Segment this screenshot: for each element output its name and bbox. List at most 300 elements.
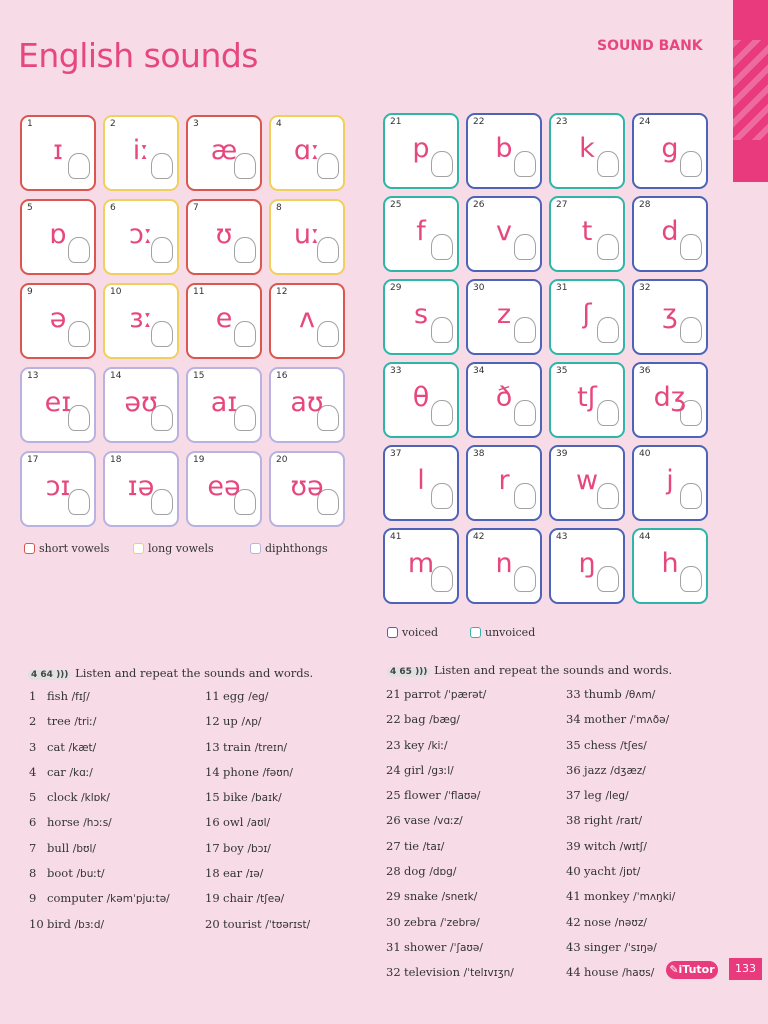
word-number: 16 [205, 815, 220, 830]
word-number: 36 [566, 762, 581, 777]
word-text: car [47, 764, 70, 779]
speaker-icon: ))) [415, 667, 428, 677]
word-ipa: /bæg/ [429, 714, 460, 727]
phoneme-symbol: ʃ [582, 299, 592, 330]
word-text: shower [404, 939, 451, 954]
sound-tile[interactable] [549, 528, 625, 604]
tile-number: 33 [390, 366, 402, 376]
word-text: boy [223, 840, 248, 855]
sound-tile[interactable] [383, 528, 459, 604]
tile-number: 39 [556, 449, 568, 459]
tile-number: 10 [110, 287, 122, 297]
word-text: ear [223, 866, 246, 881]
word-ipa: /kəmˈpjuːtə/ [106, 893, 170, 906]
sound-tile[interactable] [549, 196, 625, 272]
word-text: snake [404, 889, 442, 904]
sound-tile[interactable] [549, 362, 625, 438]
phoneme-symbol: j [666, 465, 674, 496]
word-item [566, 707, 675, 732]
word-list-col3 [386, 682, 514, 986]
word-item [386, 758, 514, 783]
sound-tile[interactable] [549, 113, 625, 189]
phoneme-symbol: ɔɪ [45, 471, 71, 502]
vowel-instruction [28, 666, 313, 680]
phoneme-symbol: ɔː [129, 219, 153, 250]
word-ipa: /ˈpærət/ [444, 689, 487, 701]
sound-tile[interactable] [186, 199, 262, 275]
word-number: 23 [386, 737, 401, 752]
page-title: English sounds [18, 36, 259, 75]
sound-tile[interactable] [466, 528, 542, 604]
word-item [566, 783, 675, 808]
word-item [205, 709, 310, 734]
sound-tile[interactable] [186, 115, 262, 191]
tile-number: 16 [276, 371, 288, 381]
tile-number: 29 [390, 283, 402, 293]
word-ipa: /ˈflaʊə/ [444, 790, 481, 803]
word-number: 42 [566, 914, 581, 929]
word-text: right [584, 813, 617, 828]
tile-number: 8 [276, 203, 282, 213]
word-number: 2 [29, 714, 37, 729]
legend-long [133, 542, 214, 555]
word-number: 14 [205, 764, 220, 779]
pencil-icon: ✎ [669, 963, 679, 976]
tile-number: 23 [556, 117, 568, 127]
sound-tile[interactable] [269, 283, 345, 359]
tile-number: 3 [193, 119, 199, 129]
phoneme-symbol: e [215, 303, 233, 334]
word-text: egg [223, 689, 249, 703]
tile-number: 22 [473, 117, 485, 127]
legend-unvoiced-label: unvoiced [485, 626, 536, 639]
word-number: 28 [386, 864, 401, 879]
tile-number: 6 [110, 203, 116, 213]
sound-tile[interactable] [632, 196, 708, 272]
phoneme-symbol: h [661, 548, 679, 579]
legend-voiced [387, 626, 438, 639]
word-item [29, 760, 170, 785]
sound-tile[interactable] [269, 115, 345, 191]
phoneme-symbol: z [496, 299, 512, 330]
word-ipa: /tʃes/ [620, 739, 647, 752]
word-item [386, 707, 514, 732]
tile-number: 9 [27, 287, 33, 297]
sound-tile[interactable] [549, 445, 625, 521]
word-item [205, 735, 310, 760]
sound-tile[interactable] [186, 367, 262, 443]
word-text: witch [584, 838, 620, 853]
sound-tile[interactable] [269, 367, 345, 443]
tile-number: 1 [27, 119, 33, 129]
word-ipa: /kiː/ [427, 739, 448, 752]
phoneme-symbol: aʊ [290, 387, 324, 418]
page-number: 133 [729, 958, 762, 980]
word-list-col4 [566, 682, 675, 986]
phoneme-symbol: m [407, 548, 435, 579]
legend-short [24, 542, 109, 555]
word-text: parrot [404, 687, 445, 701]
word-ipa: /jɒt/ [619, 866, 641, 879]
word-number: 7 [29, 840, 37, 855]
sound-tile[interactable] [549, 279, 625, 355]
word-number: 39 [566, 838, 581, 853]
track-number: 4 65 [390, 667, 412, 677]
phoneme-symbol: ŋ [578, 548, 596, 579]
word-text: house [584, 965, 623, 980]
sound-tile[interactable] [186, 451, 262, 527]
phoneme-symbol: ʒ [662, 299, 678, 330]
word-number: 30 [386, 914, 401, 929]
instruction-text: Listen and repeat the sounds and words. [75, 666, 314, 680]
phoneme-symbol: t [581, 216, 593, 247]
word-text: singer [584, 939, 625, 954]
word-item [205, 760, 310, 785]
phoneme-symbol: aɪ [210, 387, 238, 418]
phoneme-symbol: ɪ [52, 135, 64, 166]
word-ipa: /leg/ [605, 790, 629, 803]
word-item [205, 684, 310, 709]
word-number: 11 [205, 689, 220, 703]
word-item [29, 735, 170, 760]
word-number: 38 [566, 813, 581, 828]
word-number: 17 [205, 840, 220, 855]
word-number: 5 [29, 790, 37, 805]
word-text: mother [584, 712, 630, 727]
phoneme-symbol: ʊə [290, 471, 324, 502]
word-item [566, 910, 675, 935]
tile-number: 44 [639, 532, 651, 542]
word-number: 43 [566, 939, 581, 954]
word-item [566, 935, 675, 960]
tile-number: 18 [110, 455, 122, 465]
word-number: 12 [205, 714, 220, 729]
word-item [566, 884, 675, 909]
word-number: 8 [29, 866, 37, 881]
word-ipa: /hɔːs/ [83, 817, 112, 830]
phoneme-symbol: k [579, 133, 595, 164]
word-item [566, 960, 675, 985]
sound-tile[interactable] [466, 279, 542, 355]
tile-number: 43 [556, 532, 568, 542]
sound-tile[interactable] [632, 445, 708, 521]
phoneme-symbol: eə [207, 471, 241, 502]
sound-tile[interactable] [269, 451, 345, 527]
word-text: tourist [223, 916, 266, 931]
sound-tile[interactable] [383, 362, 459, 438]
sound-tile[interactable] [103, 199, 179, 275]
word-ipa: /haʊs/ [622, 967, 655, 980]
word-number: 35 [566, 737, 581, 752]
sound-tile[interactable] [466, 113, 542, 189]
tile-number: 7 [193, 203, 199, 213]
word-item [29, 810, 170, 835]
word-ipa: /bɔɪ/ [247, 842, 271, 855]
phoneme-symbol: ʌ [299, 303, 315, 334]
word-item [386, 733, 514, 758]
word-ipa: /tʃeə/ [256, 893, 285, 906]
word-text: bull [47, 840, 73, 855]
word-text: nose [584, 914, 615, 929]
word-number: 32 [386, 965, 401, 980]
word-ipa: /baɪk/ [251, 792, 282, 805]
word-text: yacht [584, 864, 620, 879]
word-number: 27 [386, 838, 401, 853]
phoneme-symbol: ɑː [293, 135, 321, 166]
sound-tile[interactable] [269, 199, 345, 275]
word-text: girl [404, 762, 428, 777]
word-number: 13 [205, 739, 220, 754]
consonant-instruction [387, 663, 672, 677]
sound-tile[interactable] [466, 196, 542, 272]
tile-number: 13 [27, 371, 39, 381]
word-number: 21 [386, 687, 401, 701]
legend-voiced-label: voiced [402, 626, 439, 639]
word-ipa: /dɒg/ [429, 866, 457, 879]
audio-track-badge[interactable] [387, 667, 430, 677]
tile-number: 38 [473, 449, 485, 459]
word-item [386, 859, 514, 884]
word-text: chess [584, 737, 621, 752]
phoneme-symbol: θ [412, 382, 430, 413]
word-text: cat [47, 739, 69, 754]
tile-number: 42 [473, 532, 485, 542]
word-number: 1 [29, 689, 37, 703]
word-text: zebra [404, 914, 441, 929]
tile-number: 15 [193, 371, 205, 381]
tile-number: 41 [390, 532, 402, 542]
word-number: 6 [29, 815, 37, 830]
word-text: tie [404, 838, 423, 853]
sound-tile[interactable] [632, 362, 708, 438]
phoneme-symbol: f [416, 216, 426, 247]
word-text: phone [223, 764, 263, 779]
word-ipa: /klɒk/ [81, 792, 110, 805]
word-item [386, 884, 514, 909]
word-number: 24 [386, 762, 401, 777]
word-item [29, 861, 170, 886]
tile-number: 5 [27, 203, 33, 213]
word-ipa: /kæt/ [68, 741, 97, 754]
legend-long-label: long vowels [148, 542, 214, 555]
word-ipa: /ˈtelɪvɪʒn/ [463, 967, 514, 980]
word-number: 34 [566, 712, 581, 727]
word-number: 44 [566, 965, 581, 980]
word-number: 19 [205, 891, 220, 906]
legend-short-label: short vowels [39, 542, 110, 555]
word-text: thumb [584, 687, 626, 701]
tile-number: 36 [639, 366, 651, 376]
word-text: horse [47, 815, 84, 830]
word-ipa: /ˈtʊərɪst/ [265, 918, 311, 931]
tile-number: 34 [473, 366, 485, 376]
sound-tile[interactable] [383, 113, 459, 189]
word-text: dog [404, 864, 430, 879]
phoneme-symbol: ð [495, 382, 513, 413]
word-item [566, 758, 675, 783]
phoneme-symbol: ɪə [127, 471, 155, 502]
word-text: vase [404, 813, 434, 828]
word-ipa: /raɪt/ [616, 815, 643, 828]
word-text: owl [223, 815, 248, 830]
word-item [205, 861, 310, 886]
tile-number: 12 [276, 287, 288, 297]
phoneme-symbol: s [413, 299, 429, 330]
tile-number: 11 [193, 287, 205, 297]
audio-track-badge[interactable] [28, 670, 71, 680]
legend-unvoiced [470, 626, 535, 639]
phoneme-symbol: b [495, 133, 513, 164]
phoneme-symbol: d [661, 216, 679, 247]
sound-tile[interactable] [632, 113, 708, 189]
sound-tile[interactable] [466, 445, 542, 521]
phoneme-symbol: r [498, 465, 510, 496]
sound-tile[interactable] [103, 283, 179, 359]
word-item [386, 935, 514, 960]
word-text: bird [47, 916, 75, 931]
phoneme-symbol: ɜː [129, 303, 153, 334]
sound-tile[interactable] [103, 367, 179, 443]
phoneme-symbol: uː [293, 219, 321, 250]
word-item [566, 808, 675, 833]
word-item [29, 886, 170, 911]
word-text: chair [223, 891, 257, 906]
phoneme-symbol: ə [49, 303, 67, 334]
word-number: 40 [566, 864, 581, 879]
tile-number: 24 [639, 117, 651, 127]
word-text: fish [47, 689, 72, 703]
track-number: 4 64 [31, 670, 53, 680]
word-text: clock [47, 790, 82, 805]
word-text: jazz [584, 762, 611, 777]
word-text: tree [47, 714, 75, 729]
word-number: 4 [29, 764, 37, 779]
phoneme-symbol: æ [210, 135, 238, 166]
word-number: 10 [29, 916, 44, 931]
word-number: 26 [386, 813, 401, 828]
sound-tile[interactable] [383, 279, 459, 355]
word-text: key [404, 737, 428, 752]
word-item [566, 859, 675, 884]
sound-tile[interactable] [20, 367, 96, 443]
word-ipa: /aʊl/ [247, 817, 271, 830]
sound-tile[interactable] [20, 115, 96, 191]
word-item [386, 808, 514, 833]
word-text: flower [404, 788, 445, 803]
word-number: 22 [386, 712, 401, 727]
tile-number: 30 [473, 283, 485, 293]
word-text: television [404, 965, 464, 980]
word-item [386, 834, 514, 859]
tile-number: 26 [473, 200, 485, 210]
word-item [205, 886, 310, 911]
word-ipa: /nəʊz/ [614, 916, 647, 929]
word-number: 20 [205, 916, 220, 931]
word-ipa: /ˈmʌŋki/ [633, 891, 676, 904]
sound-tile[interactable] [383, 445, 459, 521]
word-ipa: /kɑː/ [69, 766, 93, 779]
sound-tile[interactable] [20, 199, 96, 275]
word-ipa: /θʌm/ [625, 689, 656, 701]
word-number: 25 [386, 788, 401, 803]
sound-bank-tab [733, 0, 768, 182]
word-item [29, 912, 170, 937]
word-ipa: /triː/ [74, 716, 97, 729]
word-item [566, 682, 675, 707]
tile-number: 35 [556, 366, 568, 376]
phoneme-symbol: l [417, 465, 425, 496]
phoneme-symbol: g [661, 133, 679, 164]
sound-tile[interactable] [383, 196, 459, 272]
word-ipa: /treɪn/ [254, 741, 288, 754]
tile-number: 37 [390, 449, 402, 459]
word-text: train [223, 739, 255, 754]
word-list-col2 [205, 684, 310, 937]
word-ipa: /dʒæz/ [610, 764, 646, 777]
phoneme-symbol: tʃ [577, 382, 597, 413]
tile-number: 17 [27, 455, 39, 465]
legend-diph-label: diphthongs [265, 542, 328, 555]
word-ipa: /ˈzebrə/ [440, 916, 480, 929]
word-item [386, 783, 514, 808]
phoneme-symbol: eɪ [44, 387, 72, 418]
word-number: 33 [566, 687, 581, 701]
sound-tile[interactable] [20, 283, 96, 359]
word-item [205, 912, 310, 937]
phoneme-symbol: ʊ [215, 219, 233, 250]
tile-number: 28 [639, 200, 651, 210]
word-ipa: /bʊl/ [72, 842, 96, 855]
word-ipa: /bɜːd/ [74, 918, 105, 931]
sound-tile[interactable] [103, 115, 179, 191]
word-ipa: /wɪtʃ/ [619, 840, 647, 853]
word-text: bike [223, 790, 252, 805]
word-ipa: /fɪʃ/ [71, 691, 90, 703]
sound-tile[interactable] [632, 528, 708, 604]
word-item [29, 684, 170, 709]
word-number: 18 [205, 866, 220, 881]
speaker-icon: ))) [56, 670, 69, 680]
word-ipa: /sneɪk/ [441, 891, 478, 904]
tile-number: 32 [639, 283, 651, 293]
word-item [205, 836, 310, 861]
tile-number: 4 [276, 119, 282, 129]
sound-tile[interactable] [632, 279, 708, 355]
word-number: 41 [566, 889, 581, 904]
word-ipa: /vɑːz/ [433, 815, 463, 828]
tile-number: 14 [110, 371, 122, 381]
word-number: 3 [29, 739, 37, 754]
sound-tile[interactable] [20, 451, 96, 527]
phoneme-symbol: p [412, 133, 430, 164]
instruction-text: Listen and repeat the sounds and words. [434, 663, 673, 677]
word-ipa: /gɜːl/ [427, 764, 454, 777]
sound-tile[interactable] [103, 451, 179, 527]
word-ipa: /eg/ [248, 691, 269, 703]
word-item [205, 785, 310, 810]
sound-tile[interactable] [466, 362, 542, 438]
phoneme-symbol: dʒ [653, 382, 687, 413]
section-label: SOUND BANK [597, 38, 703, 54]
tile-number: 20 [276, 455, 288, 465]
tile-number: 25 [390, 200, 402, 210]
word-item [386, 960, 514, 985]
word-item [29, 785, 170, 810]
sound-tile[interactable] [186, 283, 262, 359]
word-number: 29 [386, 889, 401, 904]
word-ipa: /taɪ/ [422, 840, 445, 853]
word-item [566, 733, 675, 758]
